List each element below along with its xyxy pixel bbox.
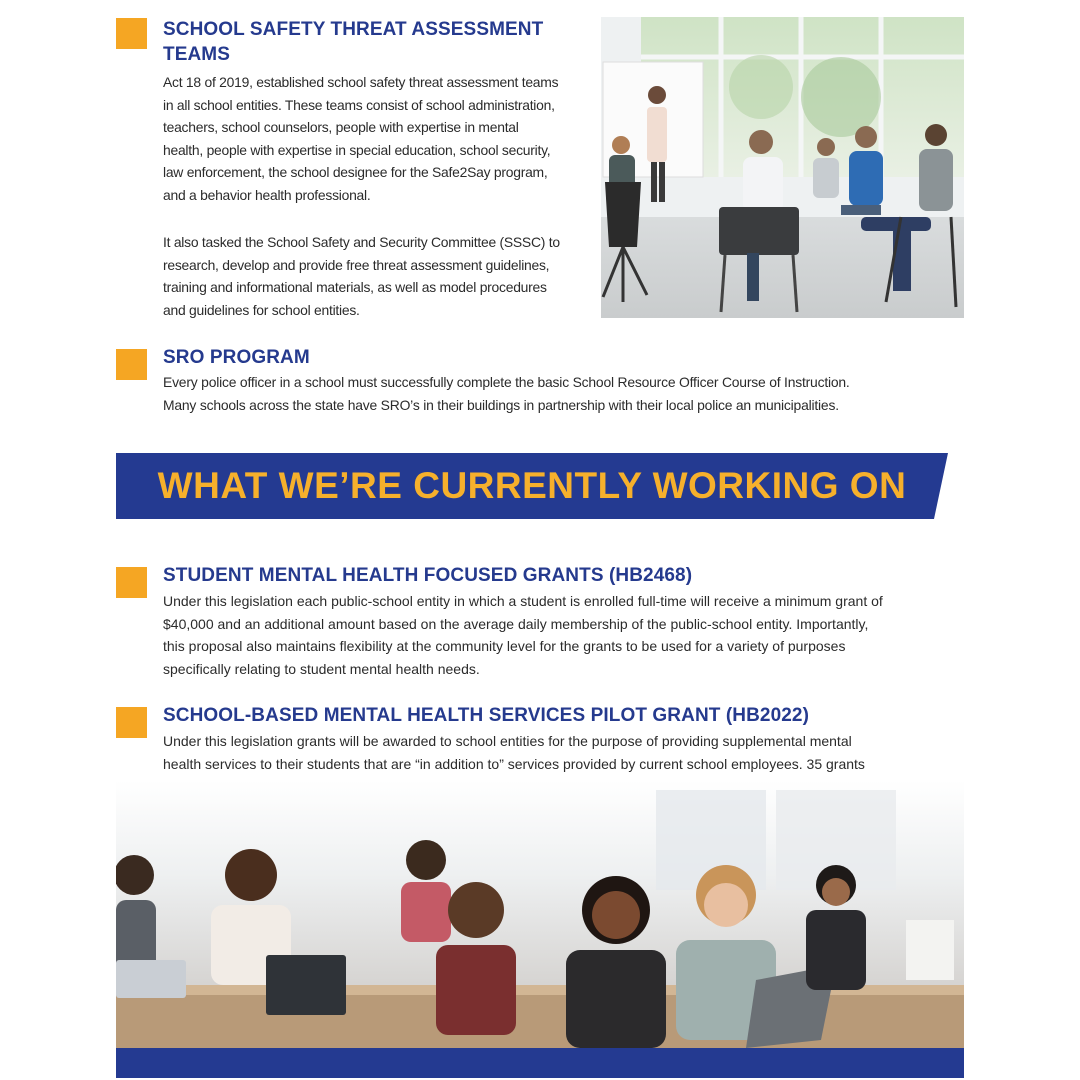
- text-line: Many schools across the state have SRO’s in their buildings in partnership with their local police an municipalities.: [163, 396, 839, 413]
- banner-title: WHAT WE’RE CURRENTLY WORKING ON: [157, 465, 907, 506]
- text-line: in all school entities. These teams consist of school administration,: [163, 96, 555, 113]
- threat-heading-line1: SCHOOL SAFETY THREAT ASSESSMENT: [163, 19, 544, 40]
- text-line: and a behavior health professional.: [163, 186, 371, 203]
- text-line: law enforcement, the school designee for the Safe2Say program,: [163, 164, 548, 181]
- text-line: this proposal also maintains flexibility at the community level for the grants to be used for a variety of purposes: [163, 638, 846, 655]
- section-banner: [116, 453, 948, 519]
- text-line: training and informational materials, as well as model procedures: [163, 279, 547, 296]
- footer-bar: [116, 1048, 964, 1078]
- sro-paragraph: [163, 371, 850, 416]
- threat-paragraph-1: [163, 71, 558, 207]
- classroom-photo: [116, 780, 964, 1048]
- text-line: Every police officer in a school must successfully complete the basic School Resource Officer Course of Instruction.: [163, 374, 850, 390]
- sro-heading: SRO PROGRAM: [163, 347, 310, 368]
- section-bullet-threat: [116, 18, 147, 49]
- classroom-photo-illustration: [116, 780, 964, 1048]
- text-line: Under this legislation each public-school entity in which a student is enrolled full-time will receive a minimum grant of: [163, 593, 883, 609]
- text-line: $40,000 and an additional amount based on the average daily membership of the public-school entity. Importantly,: [163, 615, 869, 632]
- grants-heading: STUDENT MENTAL HEALTH FOCUSED GRANTS (HB2468): [163, 565, 693, 586]
- text-line: specifically relating to student mental health needs.: [163, 660, 480, 677]
- text-line: It also tasked the School Safety and Security Committee (SSSC) to: [163, 234, 560, 250]
- text-line: teachers, school counselors, people with expertise in mental: [163, 119, 519, 136]
- meeting-photo-illustration: [601, 17, 964, 318]
- section-bullet-grants: [116, 567, 147, 598]
- text-line: Under this legislation grants will be awarded to school entities for the purpose of providing supplemental mental: [163, 733, 852, 749]
- threat-heading-line2: TEAMS: [163, 44, 230, 65]
- pilot-heading: SCHOOL-BASED MENTAL HEALTH SERVICES PILOT GRANT (HB2022): [163, 705, 810, 726]
- grants-paragraph: [163, 590, 948, 680]
- meeting-photo: [601, 17, 964, 318]
- text-line: health services to their students that are “in addition to” services provided by current school employees. 35 grants: [163, 755, 865, 772]
- threat-paragraph-2: [163, 231, 560, 321]
- section-bullet-sro: [116, 349, 147, 380]
- text-line: health, people with expertise in special education, school security,: [163, 141, 551, 158]
- text-line: Act 18 of 2019, established school safety threat assessment teams: [163, 74, 559, 90]
- threat-heading: [163, 17, 543, 67]
- section-bullet-pilot: [116, 707, 147, 738]
- text-line: research, develop and provide free threat assessment guidelines,: [163, 256, 550, 273]
- text-line: and guidelines for school entities.: [163, 301, 360, 318]
